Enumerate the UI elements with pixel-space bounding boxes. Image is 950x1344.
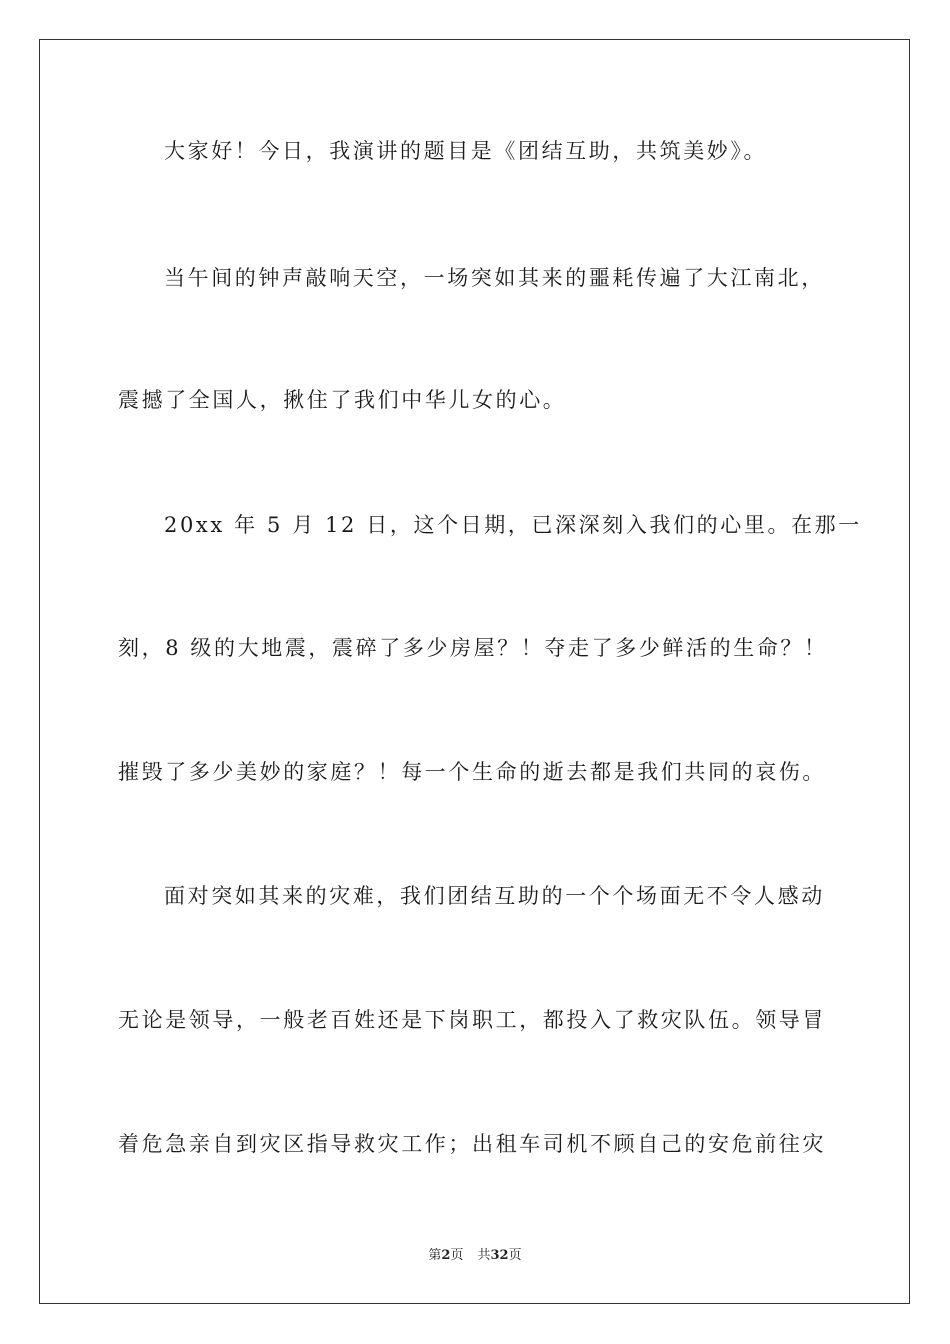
page-total-prefix: 共 (477, 1248, 491, 1263)
paragraph-line-6: 摧毁了多少美妙的家庭？！每一个生命的逝去都是我们共同的哀伤。 (118, 760, 826, 784)
page-total-suffix: 页 (508, 1248, 522, 1263)
paragraph-line-5: 刻，8 级的大地震，震碎了多少房屋？！夺走了多少鲜活的生命？！ (118, 636, 828, 660)
paragraph-line-4: 20xx 年 5 月 12 日，这个日期，已深深刻入我们的心里。在那一 (164, 513, 862, 537)
page-footer (0, 1249, 950, 1262)
paragraph-line-1: 大家好！今日，我演讲的题目是《团结互助，共筑美妙》。 (164, 139, 768, 163)
page-total: 32 (490, 1248, 509, 1263)
paragraph-line-9: 着危急亲自到灾区指导救灾工作；出租车司机不顾自己的安危前往灾 (118, 1132, 826, 1156)
paragraph-line-8: 无论是领导，一般老百姓还是下岗职工，都投入了救灾队伍。领导冒 (118, 1008, 826, 1032)
paragraph-line-2: 当午间的钟声敲响天空，一场突如其来的噩耗传遍了大江南北， (164, 266, 825, 290)
page-number-prefix: 第 (428, 1248, 442, 1263)
paragraph-line-7: 面对突如其来的灾难，我们团结互助的一个个场面无不令人感动 (164, 884, 825, 908)
paragraph-line-3: 震撼了全国人，揪住了我们中华儿女的心。 (118, 388, 567, 412)
page-number-current: 2 (441, 1248, 451, 1263)
page-frame (39, 39, 910, 1304)
page-number-suffix: 页 (450, 1248, 464, 1263)
